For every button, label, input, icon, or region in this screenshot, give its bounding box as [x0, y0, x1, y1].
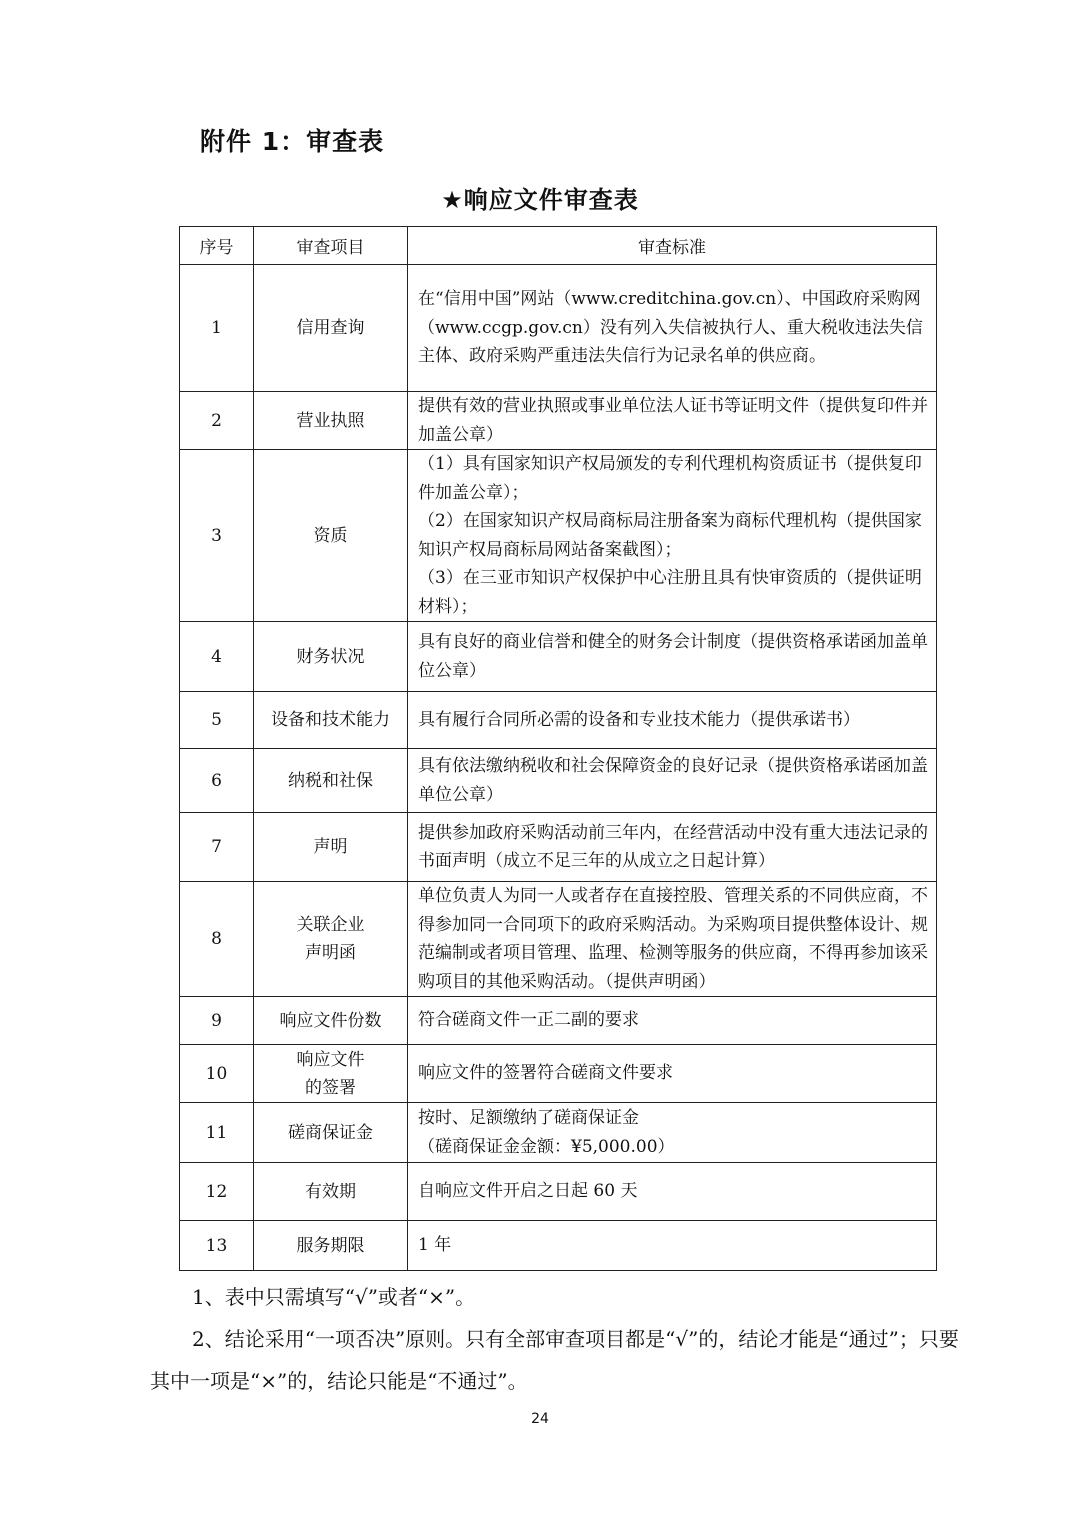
row-no: 1 [180, 265, 254, 392]
header-standard: 审查标准 [408, 227, 937, 265]
row-no: 7 [180, 813, 254, 882]
row-item: 声明 [254, 813, 408, 882]
row-item [254, 1045, 408, 1103]
notes [150, 1276, 970, 1402]
row-standard [408, 450, 937, 622]
table-header-row [180, 227, 937, 265]
row-standard: 在“信用中国”网站（www.creditchina.gov.cn）、中国政府采购网（www.ccgp.gov.cn）没有列入失信被执行人、重大税收违法失信主体、政府采购严重违法失信行为记录名单的供应商。 [408, 265, 937, 392]
table-row [180, 882, 937, 997]
table-row [180, 1103, 937, 1163]
row-item: 营业执照 [254, 392, 408, 450]
row-no: 9 [180, 997, 254, 1045]
standard-line: （2）在国家知识产权局商标局注册备案为商标代理机构（提供国家知识产权局商标局网站备案截图）； [418, 511, 922, 560]
row-no: 8 [180, 882, 254, 997]
standard-line: （1）具有国家知识产权局颁发的专利代理机构资质证书（提供复印件加盖公章）； [418, 454, 922, 503]
row-item: 纳税和社保 [254, 749, 408, 813]
table-row [180, 692, 937, 749]
page-number: 24 [531, 1411, 549, 1427]
table-row [180, 1221, 937, 1271]
table-row [180, 622, 937, 692]
row-item: 有效期 [254, 1163, 408, 1221]
row-item: 服务期限 [254, 1221, 408, 1271]
review-table [179, 226, 937, 1271]
row-standard: 具有依法缴纳税收和社会保障资金的良好记录（提供资格承诺函加盖单位公章） [408, 749, 937, 813]
item-line: 响应文件 [296, 1049, 365, 1070]
row-item: 响应文件份数 [254, 997, 408, 1045]
table-row [180, 749, 937, 813]
row-standard: 单位负责人为同一人或者存在直接控股、管理关系的不同供应商，不得参加同一合同项下的政府采购活动。为采购项目提供整体设计、规范编制或者项目管理、监理、检测等服务的供应商，不得再参加该采购项目的其他采购活动。（提供声明函） [408, 882, 937, 997]
table-row [180, 1045, 937, 1103]
row-no: 5 [180, 692, 254, 749]
attachment-heading: 附件 1：审查表 [200, 127, 385, 156]
row-no: 13 [180, 1221, 254, 1271]
note-2: 2、结论采用“一项否决”原则。只有全部审查项目都是“√”的，结论才能是“通过”；只要其中一项是“×”的，结论只能是“不通过”。 [150, 1327, 959, 1393]
row-item [254, 882, 408, 997]
table-row [180, 450, 937, 622]
item-line: 声明函 [305, 943, 356, 963]
row-standard: 响应文件的签署符合磋商文件要求 [408, 1045, 937, 1103]
standard-line: （3）在三亚市知识产权保护中心注册且具有快审资质的（提供证明材料）； [418, 568, 922, 617]
row-no: 10 [180, 1045, 254, 1103]
table-row [180, 813, 937, 882]
row-standard: 符合磋商文件一正二副的要求 [408, 997, 937, 1045]
row-item: 信用查询 [254, 265, 408, 392]
table-row [180, 1163, 937, 1221]
table-row [180, 997, 937, 1045]
header-no: 序号 [180, 227, 254, 265]
item-line: 的签署 [305, 1077, 356, 1098]
row-no: 4 [180, 622, 254, 692]
row-item: 磋商保证金 [254, 1103, 408, 1163]
row-standard: 具有履行合同所必需的设备和专业技术能力（提供承诺书） [408, 692, 937, 749]
note-1: 1、表中只需填写“√”或者“×”。 [192, 1285, 476, 1309]
row-no: 3 [180, 450, 254, 622]
row-item: 财务状况 [254, 622, 408, 692]
row-standard [408, 1103, 937, 1163]
table-row [180, 392, 937, 450]
row-no: 12 [180, 1163, 254, 1221]
table-row [180, 265, 937, 392]
row-no: 11 [180, 1103, 254, 1163]
row-item: 设备和技术能力 [254, 692, 408, 749]
row-no: 6 [180, 749, 254, 813]
standard-line: （磋商保证金金额：¥5,000.00） [418, 1136, 675, 1157]
standard-line: 按时、足额缴纳了磋商保证金 [418, 1108, 639, 1128]
item-line: 关联企业 [296, 915, 365, 935]
row-item: 资质 [254, 450, 408, 622]
row-no: 2 [180, 392, 254, 450]
row-standard: 1 年 [408, 1221, 937, 1271]
row-standard: 自响应文件开启之日起 60 天 [408, 1163, 937, 1221]
row-standard: 具有良好的商业信誉和健全的财务会计制度（提供资格承诺函加盖单位公章） [408, 622, 937, 692]
row-standard: 提供参加政府采购活动前三年内，在经营活动中没有重大违法记录的书面声明（成立不足三年的从成立之日起计算） [408, 813, 937, 882]
table-title: ★响应文件审查表 [441, 186, 639, 214]
row-standard: 提供有效的营业执照或事业单位法人证书等证明文件（提供复印件并加盖公章） [408, 392, 937, 450]
header-item: 审查项目 [254, 227, 408, 265]
